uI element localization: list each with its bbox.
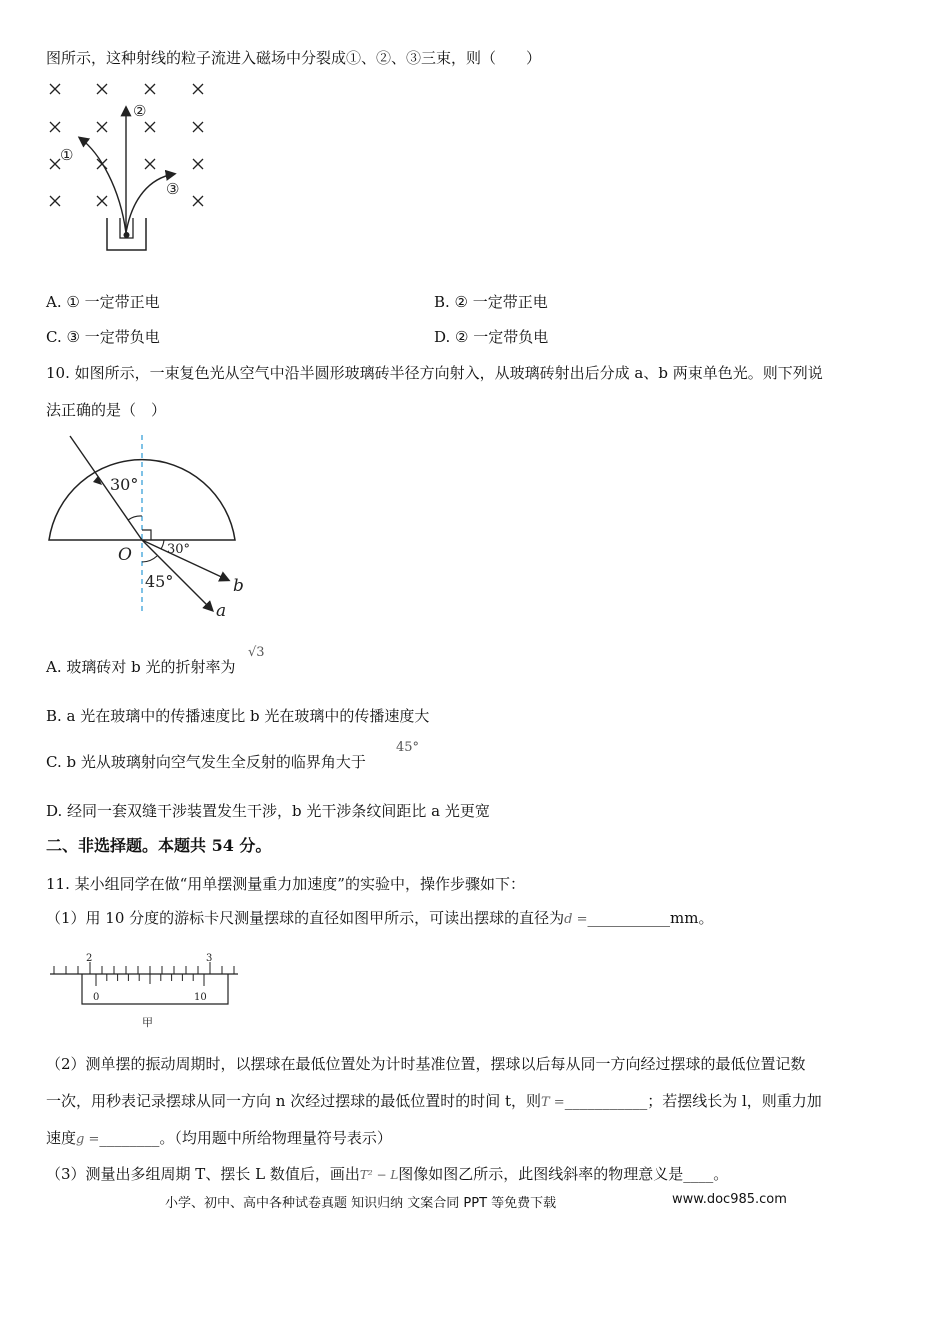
center-o-label: O [118, 545, 132, 565]
q11-part2-text: 一次，用秒表记录摆球从同一方向 n 次经过摆球的最低位置时的时间 t，则 [46, 1092, 541, 1110]
q11-part2-text-post: ；若摆线长为 l，则重力加 [647, 1092, 822, 1110]
angle-bottom-label: 45° [145, 572, 174, 591]
q11-part3-symbol: T² − L [359, 1168, 399, 1182]
beam-1 [80, 138, 126, 233]
q11-part3-text-post: 图像如图乙所示，此图线斜率的物理意义是____。 [398, 1165, 729, 1183]
q11-part2-g-prefix: 速度 [46, 1129, 77, 1147]
q9-option-a: A. ① 一定带正电 [46, 293, 160, 311]
q11-part3-text: （3）测量出多组周期 T、摆长 L 数值后，画出 [46, 1165, 360, 1183]
beam-1-label: ① [60, 146, 74, 164]
q11-part2-line3 [46, 1128, 392, 1150]
q10-glass-figure [40, 430, 250, 625]
main-scale-2: 2 [86, 953, 93, 964]
q11-part2-blank-t[interactable]: ___________ [564, 1092, 648, 1110]
q9-option-c: C. ③ 一定带负电 [46, 328, 160, 346]
q10-option-d: D. 经同一套双缝干涉装置发生干涉，b 光干涉条纹间距比 a 光更宽 [46, 802, 490, 820]
q10-option-a: A. 玻璃砖对 b 光的折射率为 [46, 658, 236, 676]
q11-part1-text: （1）用 10 分度的游标卡尺测量摆球的直径如图甲所示，可读出摆球的直径为 [46, 909, 565, 927]
angle-right-label: 30° [167, 542, 191, 557]
angle-top-label: 30° [110, 475, 139, 494]
q11-intro: 11. 某小组同学在做“用单摆测量重力加速度”的实验中，操作步骤如下： [46, 875, 525, 893]
ray-a-label: a [216, 601, 227, 621]
q10-stem-line1: 10. 如图所示，一束复色光从空气中沿半圆形玻璃砖半径方向射入，从玻璃砖射出后分成 a、b 两束单色光。则下列说 [46, 364, 823, 382]
q9-magnetic-field-figure [40, 78, 220, 258]
footer-url[interactable]: www.doc985.com [672, 1192, 787, 1207]
q11-part2-line2 [46, 1091, 822, 1113]
q9-option-b: B. ② 一定带正电 [434, 293, 548, 311]
section-heading: 二、非选择题。本题共 54 分。 [46, 836, 272, 855]
q10-option-c-value: 45° [396, 740, 420, 755]
q11-part1 [46, 908, 713, 930]
vernier-10: 10 [194, 992, 207, 1003]
q10-option-b: B. a 光在玻璃中的传播速度比 b 光在玻璃中的传播速度大 [46, 707, 430, 725]
vernier-caliper-figure [46, 950, 242, 1032]
q10-option-a-value: √3 [248, 645, 265, 660]
ray-b-label: b [233, 576, 244, 596]
main-scale-3: 3 [206, 953, 213, 964]
beam-2-label: ② [133, 102, 147, 120]
vernier-ticks [96, 974, 204, 986]
q10-option-c: C. b 光从玻璃射向空气发生全反射的临界角大于 [46, 753, 366, 771]
q11-part2-g-suffix: 。（均用题中所给物理量符号表示） [159, 1129, 392, 1147]
q9-stem: 图所示，这种射线的粒子流进入磁场中分裂成①、②、③三束，则（ ） [46, 49, 542, 67]
q11-part2-symbol-g: g = [76, 1132, 100, 1147]
q10-stem-line2: 法正确的是（ ） [46, 401, 167, 419]
q11-part3 [46, 1164, 728, 1185]
q11-part2-line1: （2）测单摆的振动周期时，以摆球在最低位置处为计时基准位置，摆球以后每从同一方向经过摆球的最低位置记数 [46, 1055, 806, 1073]
q11-part2-symbol-t: T = [541, 1095, 565, 1110]
caliper-caption: 甲 [142, 1016, 153, 1029]
footer-text: 小学、初中、高中各种试卷真题 知识归纳 文案合同 PPT 等免费下载 [165, 1196, 557, 1211]
q11-part1-symbol: d = [564, 912, 588, 927]
q9-option-d: D. ② 一定带负电 [434, 328, 549, 346]
beam-3-label: ③ [166, 180, 180, 198]
vernier-0: 0 [93, 992, 100, 1003]
q11-part1-blank[interactable]: ___________ [587, 909, 671, 927]
q11-part1-unit: mm。 [670, 909, 714, 927]
q11-part2-blank-g[interactable]: ________ [99, 1129, 160, 1147]
